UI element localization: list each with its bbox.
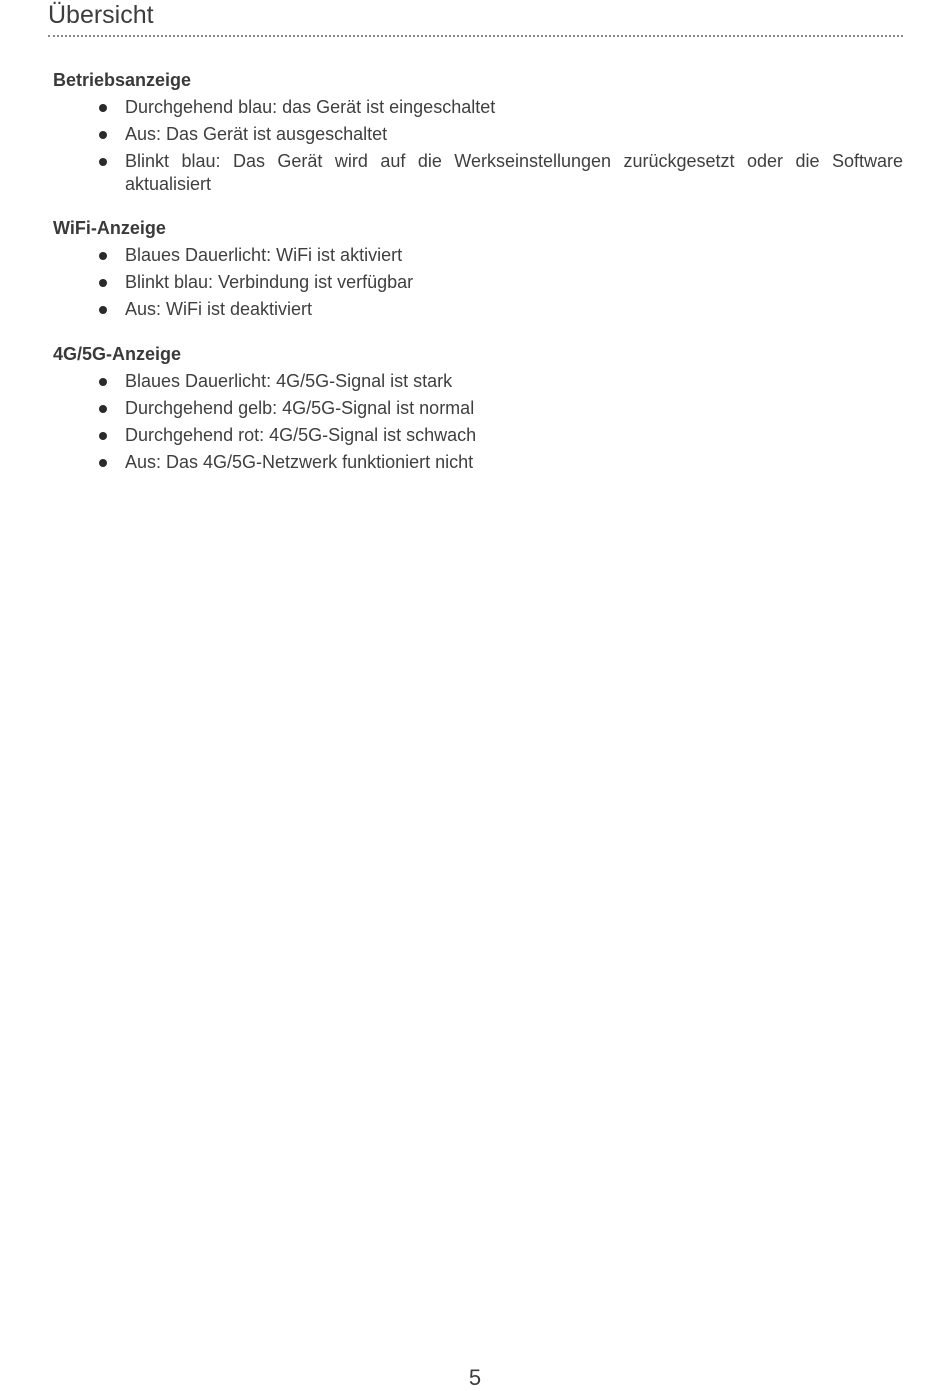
list-item: [53, 370, 903, 393]
bullet-icon: [99, 252, 107, 260]
bullet-list: [53, 244, 903, 321]
bullet-icon: [99, 378, 107, 386]
bullet-list: [53, 370, 903, 474]
list-item-text: Blinkt blau: Das Gerät wird auf die Werkseinstellungen zurückgesetzt oder die Software aktualisiert: [125, 151, 903, 194]
title-divider: [48, 35, 903, 37]
section-heading: WiFi-Anzeige: [53, 218, 166, 238]
list-item-text: Aus: Das 4G/5G-Netzwerk funktioniert nicht: [125, 452, 474, 472]
list-item-text: Blaues Dauerlicht: 4G/5G-Signal ist stark: [125, 371, 453, 391]
list-item-text: Blinkt blau: Verbindung ist verfügbar: [125, 272, 414, 292]
bullet-icon: [99, 131, 107, 139]
section-4g5g-indicator: [53, 342, 903, 474]
section-heading: Betriebsanzeige: [53, 70, 192, 90]
bullet-icon: [99, 104, 107, 112]
list-item-text: Durchgehend gelb: 4G/5G-Signal ist normal: [125, 398, 475, 418]
list-item-text: Durchgehend blau: das Gerät ist eingeschaltet: [125, 97, 496, 117]
list-item-text: Durchgehend rot: 4G/5G-Signal ist schwach: [125, 425, 477, 445]
list-item-text: Aus: Das Gerät ist ausgeschaltet: [125, 124, 388, 144]
list-item: [53, 123, 903, 146]
list-item: [53, 150, 903, 196]
list-item-text: Blaues Dauerlicht: WiFi ist aktiviert: [125, 245, 403, 265]
section-power-indicator: [53, 68, 903, 196]
bullet-icon: [99, 158, 107, 166]
list-item: [53, 271, 903, 294]
list-item: [53, 451, 903, 474]
list-item: [53, 96, 903, 119]
bullet-icon: [99, 405, 107, 413]
list-item: [53, 298, 903, 321]
page-number: 5: [468, 1365, 482, 1390]
section-heading: 4G/5G-Anzeige: [53, 344, 182, 364]
bullet-list: [53, 96, 903, 196]
bullet-icon: [99, 459, 107, 467]
list-item: [53, 424, 903, 447]
bullet-icon: [99, 432, 107, 440]
bullet-icon: [99, 306, 107, 314]
list-item-text: Aus: WiFi ist deaktiviert: [125, 299, 313, 319]
list-item: [53, 244, 903, 267]
bullet-icon: [99, 279, 107, 287]
list-item: [53, 397, 903, 420]
page-title: Übersicht: [48, 1, 154, 29]
section-wifi-indicator: [53, 216, 903, 321]
